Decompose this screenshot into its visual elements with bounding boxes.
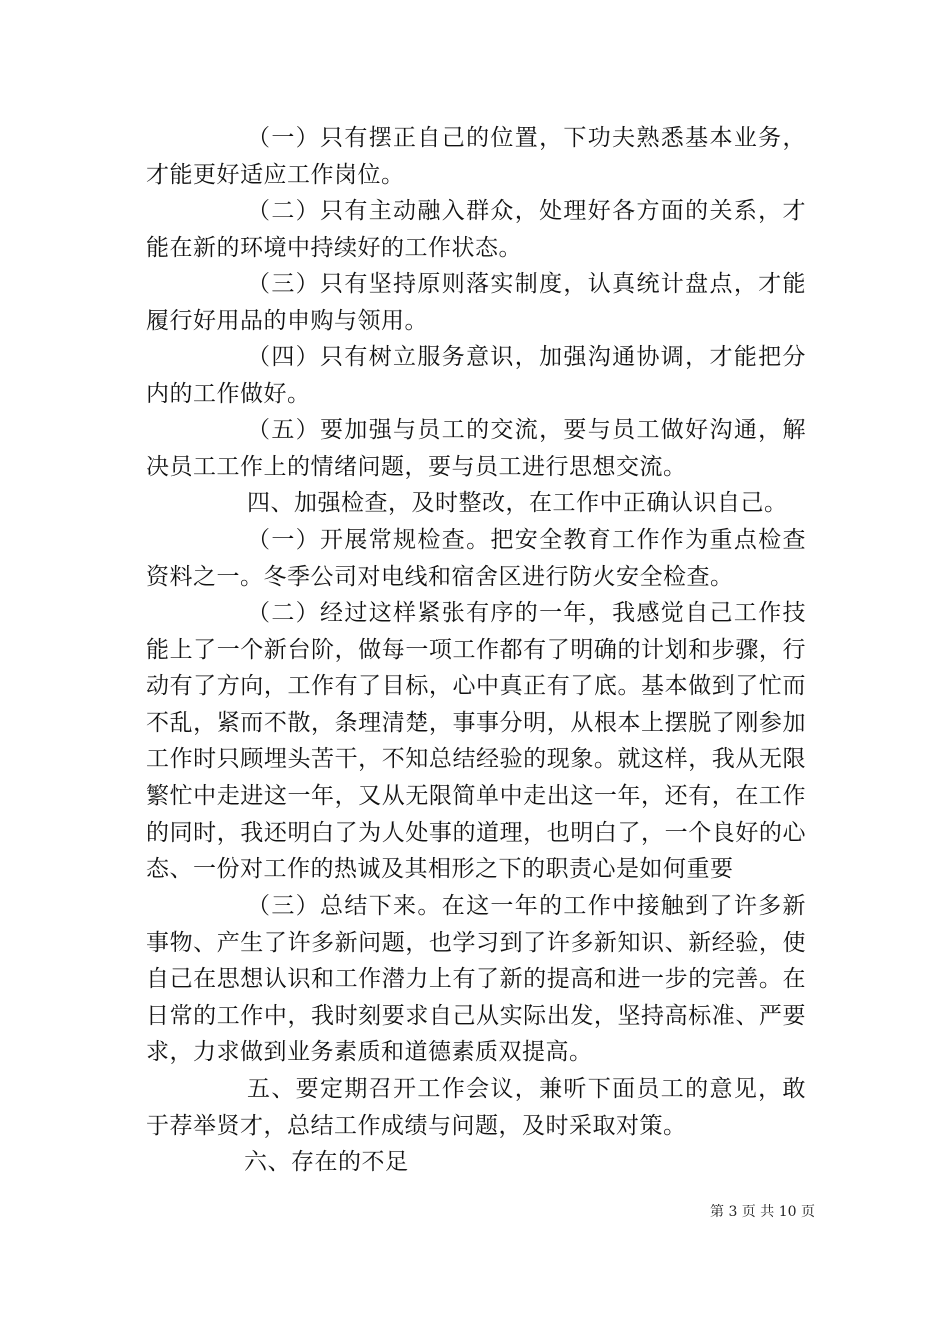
- paragraph-4: （四）只有树立服务意识，加强沟通协调，才能把分内的工作做好。: [146, 344, 806, 407]
- paragraph-2: （二）只有主动融入群众，处理好各方面的关系，才能在新的环境中持续好的工作状态。: [146, 198, 806, 261]
- section-heading-5: 五、要定期召开工作会议，兼听下面员工的意见，敢于荐举贤才，总结工作成绩与问题，及时采取对策。: [146, 1076, 806, 1139]
- paragraph-7: （二）经过这样紧张有序的一年，我感觉自己工作技能上了一个新台阶，做每一项工作都有了明确的计划和步骤，行动有了方向，工作有了目标，心中真正有了底。基本做到了忙而不乱，紧而不散，条理清楚，事事分明，从根本上摆脱了刚参加工作时只顾埋头苦干，不知总结经验的现象。就这样，我从无限繁忙中走进这一年，又从无限简单中走出这一年，还有，在工作的同时，我还明白了为人处事的道理，也明白了，一个良好的心态、一份对工作的热诚及其相形之下的职责心是如何重要: [146, 600, 806, 883]
- page-number-footer: 第 3 页 共 10 页: [710, 1204, 815, 1220]
- paragraph-5: （五）要加强与员工的交流，要与员工做好沟通，解决员工工作上的情绪问题，要与员工进行思想交流。: [146, 417, 806, 480]
- paragraph-8: （三）总结下来。在这一年的工作中接触到了许多新事物、产生了许多新问题，也学习到了许多新知识、新经验，使自己在思想认识和工作潜力上有了新的提高和进一步的完善。在日常的工作中，我时刻要求自己从实际出发，坚持高标准、严要求，力求做到业务素质和道德素质双提高。: [146, 893, 806, 1066]
- section-heading-4: 四、加强检查，及时整改，在工作中正确认识自己。: [247, 490, 788, 516]
- paragraph-6: （一）开展常规检查。把安全教育工作作为重点检查资料之一。冬季公司对电线和宿舍区进行防火安全检查。: [146, 527, 806, 590]
- section-heading-6: 六、存在的不足: [244, 1149, 409, 1175]
- paragraph-1: （一）只有摆正自己的位置，下功夫熟悉基本业务，才能更好适应工作岗位。: [146, 125, 806, 188]
- paragraph-3: （三）只有坚持原则落实制度，认真统计盘点，才能履行好用品的申购与领用。: [146, 271, 806, 334]
